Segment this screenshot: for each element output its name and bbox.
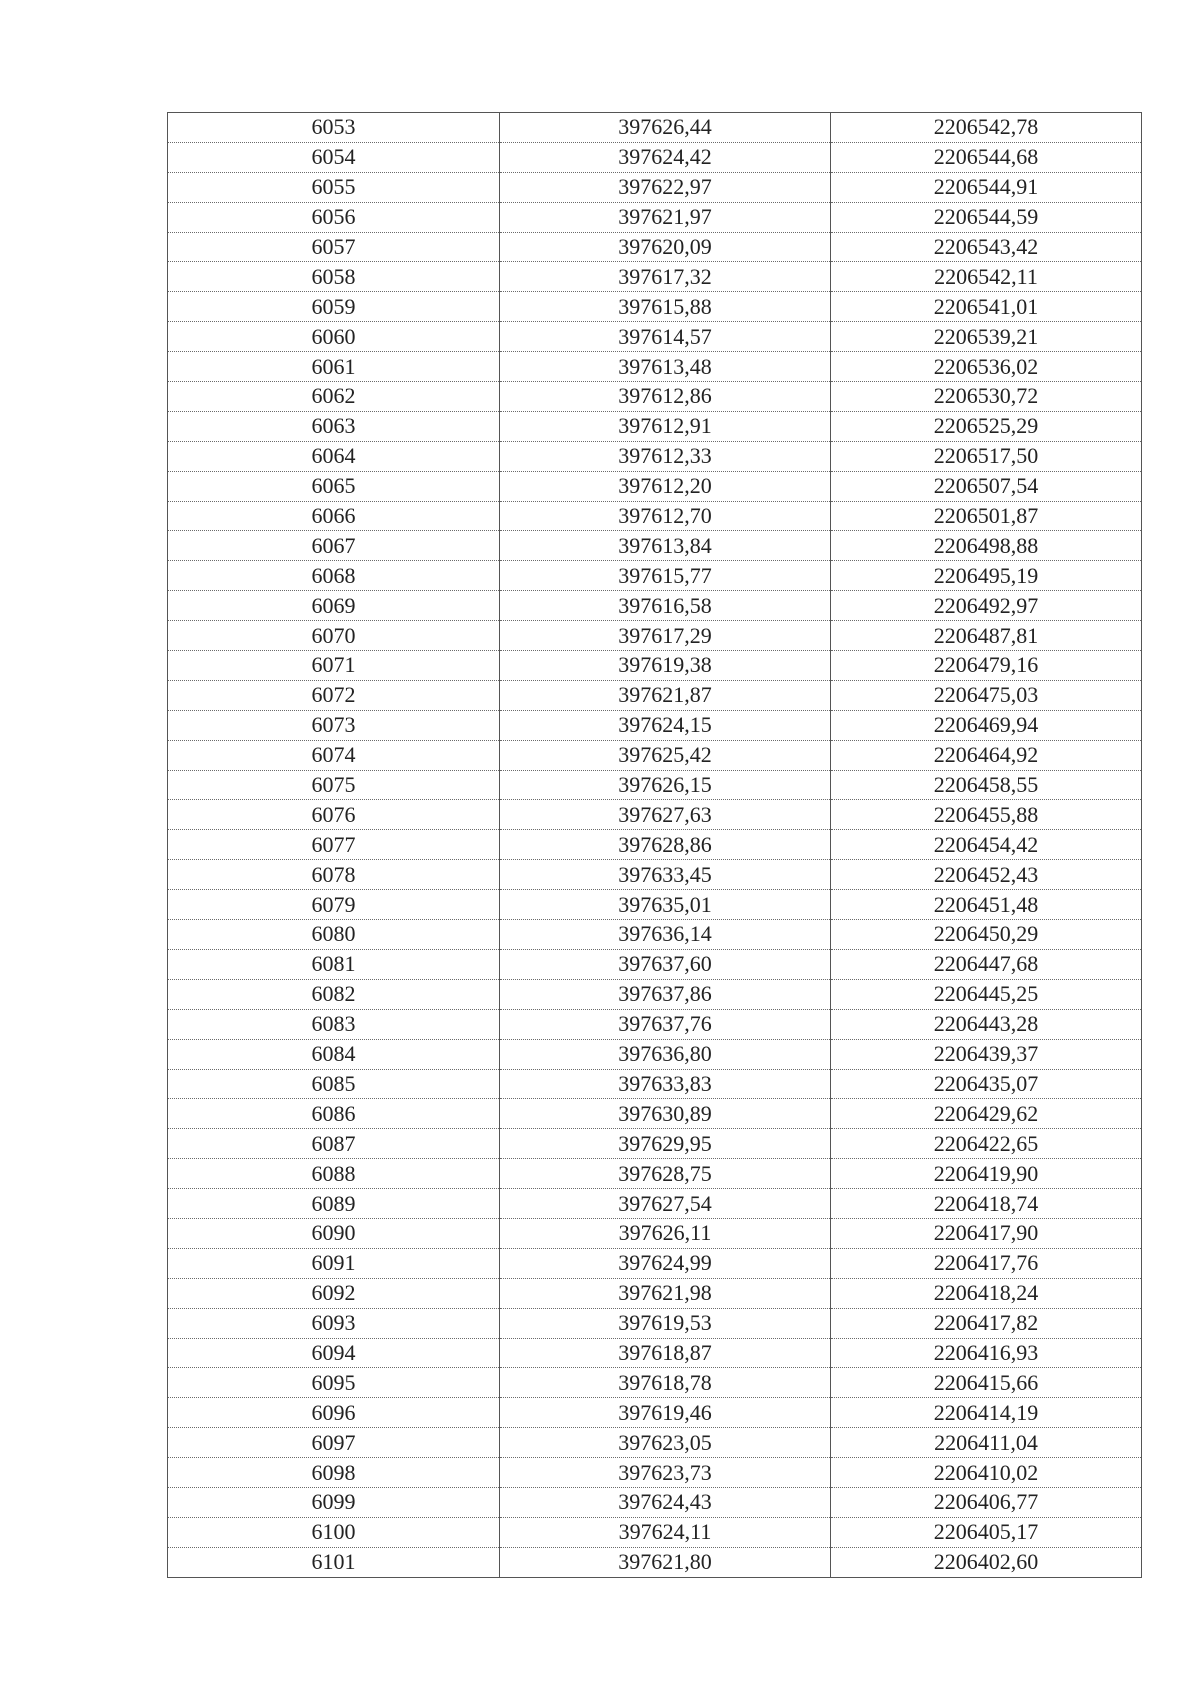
x-coordinate-cell: 397624,99 [500,1248,831,1278]
coordinates-table [167,112,1142,1578]
y-coordinate-cell: 2206416,93 [831,1338,1142,1368]
y-coordinate-cell: 2206544,59 [831,202,1142,232]
table-row [168,352,1142,382]
y-coordinate-cell: 2206406,77 [831,1487,1142,1517]
table-row [168,1517,1142,1547]
table-row [168,680,1142,710]
table-row [168,1099,1142,1129]
table-row [168,1248,1142,1278]
table-row [168,142,1142,172]
point-number-cell: 6054 [168,142,500,172]
coordinates-table-container [167,112,1141,1578]
point-number-cell: 6070 [168,621,500,651]
point-number-cell: 6084 [168,1039,500,1069]
x-coordinate-cell: 397633,45 [500,860,831,890]
point-number-cell: 6077 [168,830,500,860]
y-coordinate-cell: 2206443,28 [831,1009,1142,1039]
x-coordinate-cell: 397628,75 [500,1159,831,1189]
point-number-cell: 6079 [168,890,500,920]
x-coordinate-cell: 397630,89 [500,1099,831,1129]
point-number-cell: 6091 [168,1248,500,1278]
x-coordinate-cell: 397637,86 [500,979,831,1009]
y-coordinate-cell: 2206417,90 [831,1218,1142,1248]
point-number-cell: 6088 [168,1159,500,1189]
y-coordinate-cell: 2206530,72 [831,382,1142,412]
y-coordinate-cell: 2206507,54 [831,471,1142,501]
table-row [168,591,1142,621]
point-number-cell: 6075 [168,770,500,800]
point-number-cell: 6064 [168,441,500,471]
point-number-cell: 6057 [168,232,500,262]
x-coordinate-cell: 397623,73 [500,1458,831,1488]
y-coordinate-cell: 2206541,01 [831,292,1142,322]
point-number-cell: 6058 [168,262,500,292]
x-coordinate-cell: 397627,63 [500,800,831,830]
table-row [168,1338,1142,1368]
y-coordinate-cell: 2206415,66 [831,1368,1142,1398]
point-number-cell: 6065 [168,471,500,501]
table-row [168,621,1142,651]
x-coordinate-cell: 397633,83 [500,1069,831,1099]
x-coordinate-cell: 397627,54 [500,1189,831,1219]
point-number-cell: 6098 [168,1458,500,1488]
x-coordinate-cell: 397622,97 [500,172,831,202]
x-coordinate-cell: 397621,97 [500,202,831,232]
table-row [168,172,1142,202]
point-number-cell: 6099 [168,1487,500,1517]
table-row [168,501,1142,531]
point-number-cell: 6090 [168,1218,500,1248]
point-number-cell: 6080 [168,920,500,950]
point-number-cell: 6095 [168,1368,500,1398]
x-coordinate-cell: 397637,60 [500,949,831,979]
x-coordinate-cell: 397626,11 [500,1218,831,1248]
coordinates-table-body [168,113,1142,1578]
table-row [168,382,1142,412]
table-row [168,860,1142,890]
point-number-cell: 6066 [168,501,500,531]
x-coordinate-cell: 397616,58 [500,591,831,621]
table-row [168,651,1142,681]
table-row [168,561,1142,591]
y-coordinate-cell: 2206525,29 [831,411,1142,441]
x-coordinate-cell: 397625,42 [500,740,831,770]
x-coordinate-cell: 397624,42 [500,142,831,172]
x-coordinate-cell: 397613,48 [500,352,831,382]
y-coordinate-cell: 2206495,19 [831,561,1142,591]
x-coordinate-cell: 397619,38 [500,651,831,681]
table-row [168,1009,1142,1039]
x-coordinate-cell: 397623,05 [500,1428,831,1458]
point-number-cell: 6076 [168,800,500,830]
x-coordinate-cell: 397621,98 [500,1278,831,1308]
point-number-cell: 6083 [168,1009,500,1039]
x-coordinate-cell: 397620,09 [500,232,831,262]
point-number-cell: 6086 [168,1099,500,1129]
x-coordinate-cell: 397635,01 [500,890,831,920]
y-coordinate-cell: 2206454,42 [831,830,1142,860]
y-coordinate-cell: 2206450,29 [831,920,1142,950]
x-coordinate-cell: 397624,43 [500,1487,831,1517]
y-coordinate-cell: 2206469,94 [831,710,1142,740]
point-number-cell: 6056 [168,202,500,232]
table-row [168,890,1142,920]
x-coordinate-cell: 397612,33 [500,441,831,471]
x-coordinate-cell: 397612,70 [500,501,831,531]
y-coordinate-cell: 2206542,78 [831,113,1142,143]
y-coordinate-cell: 2206439,37 [831,1039,1142,1069]
table-row [168,1547,1142,1577]
y-coordinate-cell: 2206536,02 [831,352,1142,382]
y-coordinate-cell: 2206452,43 [831,860,1142,890]
point-number-cell: 6093 [168,1308,500,1338]
point-number-cell: 6069 [168,591,500,621]
x-coordinate-cell: 397612,20 [500,471,831,501]
y-coordinate-cell: 2206429,62 [831,1099,1142,1129]
x-coordinate-cell: 397619,46 [500,1398,831,1428]
y-coordinate-cell: 2206402,60 [831,1547,1142,1577]
point-number-cell: 6081 [168,949,500,979]
x-coordinate-cell: 397629,95 [500,1129,831,1159]
table-row [168,1039,1142,1069]
table-row [168,1218,1142,1248]
point-number-cell: 6060 [168,322,500,352]
table-row [168,830,1142,860]
table-row [168,322,1142,352]
x-coordinate-cell: 397621,87 [500,680,831,710]
table-row [168,1069,1142,1099]
point-number-cell: 6067 [168,531,500,561]
y-coordinate-cell: 2206458,55 [831,770,1142,800]
x-coordinate-cell: 397615,77 [500,561,831,591]
y-coordinate-cell: 2206417,76 [831,1248,1142,1278]
table-row [168,979,1142,1009]
point-number-cell: 6059 [168,292,500,322]
y-coordinate-cell: 2206455,88 [831,800,1142,830]
y-coordinate-cell: 2206435,07 [831,1069,1142,1099]
y-coordinate-cell: 2206405,17 [831,1517,1142,1547]
table-row [168,471,1142,501]
point-number-cell: 6072 [168,680,500,710]
point-number-cell: 6078 [168,860,500,890]
point-number-cell: 6097 [168,1428,500,1458]
point-number-cell: 6096 [168,1398,500,1428]
x-coordinate-cell: 397614,57 [500,322,831,352]
table-row [168,1129,1142,1159]
point-number-cell: 6101 [168,1547,500,1577]
table-row [168,710,1142,740]
y-coordinate-cell: 2206447,68 [831,949,1142,979]
y-coordinate-cell: 2206445,25 [831,979,1142,1009]
table-row [168,770,1142,800]
point-number-cell: 6071 [168,651,500,681]
point-number-cell: 6062 [168,382,500,412]
y-coordinate-cell: 2206414,19 [831,1398,1142,1428]
y-coordinate-cell: 2206543,42 [831,232,1142,262]
table-row [168,800,1142,830]
table-row [168,949,1142,979]
table-row [168,1368,1142,1398]
table-row [168,1189,1142,1219]
y-coordinate-cell: 2206498,88 [831,531,1142,561]
y-coordinate-cell: 2206418,74 [831,1189,1142,1219]
y-coordinate-cell: 2206411,04 [831,1428,1142,1458]
point-number-cell: 6082 [168,979,500,1009]
y-coordinate-cell: 2206492,97 [831,591,1142,621]
y-coordinate-cell: 2206544,91 [831,172,1142,202]
point-number-cell: 6073 [168,710,500,740]
y-coordinate-cell: 2206475,03 [831,680,1142,710]
x-coordinate-cell: 397626,15 [500,770,831,800]
table-row [168,1278,1142,1308]
y-coordinate-cell: 2206544,68 [831,142,1142,172]
point-number-cell: 6100 [168,1517,500,1547]
x-coordinate-cell: 397636,80 [500,1039,831,1069]
table-row [168,202,1142,232]
x-coordinate-cell: 397618,87 [500,1338,831,1368]
y-coordinate-cell: 2206417,82 [831,1308,1142,1338]
table-row [168,262,1142,292]
table-row [168,1398,1142,1428]
point-number-cell: 6061 [168,352,500,382]
y-coordinate-cell: 2206517,50 [831,441,1142,471]
x-coordinate-cell: 397636,14 [500,920,831,950]
table-row [168,1487,1142,1517]
point-number-cell: 6074 [168,740,500,770]
table-row [168,920,1142,950]
table-row [168,1308,1142,1338]
point-number-cell: 6053 [168,113,500,143]
table-row [168,411,1142,441]
x-coordinate-cell: 397618,78 [500,1368,831,1398]
y-coordinate-cell: 2206501,87 [831,501,1142,531]
x-coordinate-cell: 397626,44 [500,113,831,143]
point-number-cell: 6094 [168,1338,500,1368]
x-coordinate-cell: 397621,80 [500,1547,831,1577]
y-coordinate-cell: 2206542,11 [831,262,1142,292]
point-number-cell: 6085 [168,1069,500,1099]
x-coordinate-cell: 397617,29 [500,621,831,651]
x-coordinate-cell: 397612,86 [500,382,831,412]
y-coordinate-cell: 2206419,90 [831,1159,1142,1189]
y-coordinate-cell: 2206410,02 [831,1458,1142,1488]
x-coordinate-cell: 397617,32 [500,262,831,292]
table-row [168,232,1142,262]
x-coordinate-cell: 397615,88 [500,292,831,322]
x-coordinate-cell: 397624,11 [500,1517,831,1547]
point-number-cell: 6092 [168,1278,500,1308]
y-coordinate-cell: 2206422,65 [831,1129,1142,1159]
y-coordinate-cell: 2206464,92 [831,740,1142,770]
y-coordinate-cell: 2206539,21 [831,322,1142,352]
table-row [168,1428,1142,1458]
x-coordinate-cell: 397619,53 [500,1308,831,1338]
point-number-cell: 6089 [168,1189,500,1219]
point-number-cell: 6087 [168,1129,500,1159]
point-number-cell: 6063 [168,411,500,441]
point-number-cell: 6055 [168,172,500,202]
x-coordinate-cell: 397613,84 [500,531,831,561]
y-coordinate-cell: 2206418,24 [831,1278,1142,1308]
y-coordinate-cell: 2206479,16 [831,651,1142,681]
table-row [168,740,1142,770]
x-coordinate-cell: 397637,76 [500,1009,831,1039]
table-row [168,441,1142,471]
table-row [168,531,1142,561]
x-coordinate-cell: 397612,91 [500,411,831,441]
x-coordinate-cell: 397628,86 [500,830,831,860]
x-coordinate-cell: 397624,15 [500,710,831,740]
table-row [168,292,1142,322]
y-coordinate-cell: 2206487,81 [831,621,1142,651]
table-row [168,113,1142,143]
table-row [168,1159,1142,1189]
point-number-cell: 6068 [168,561,500,591]
table-row [168,1458,1142,1488]
y-coordinate-cell: 2206451,48 [831,890,1142,920]
